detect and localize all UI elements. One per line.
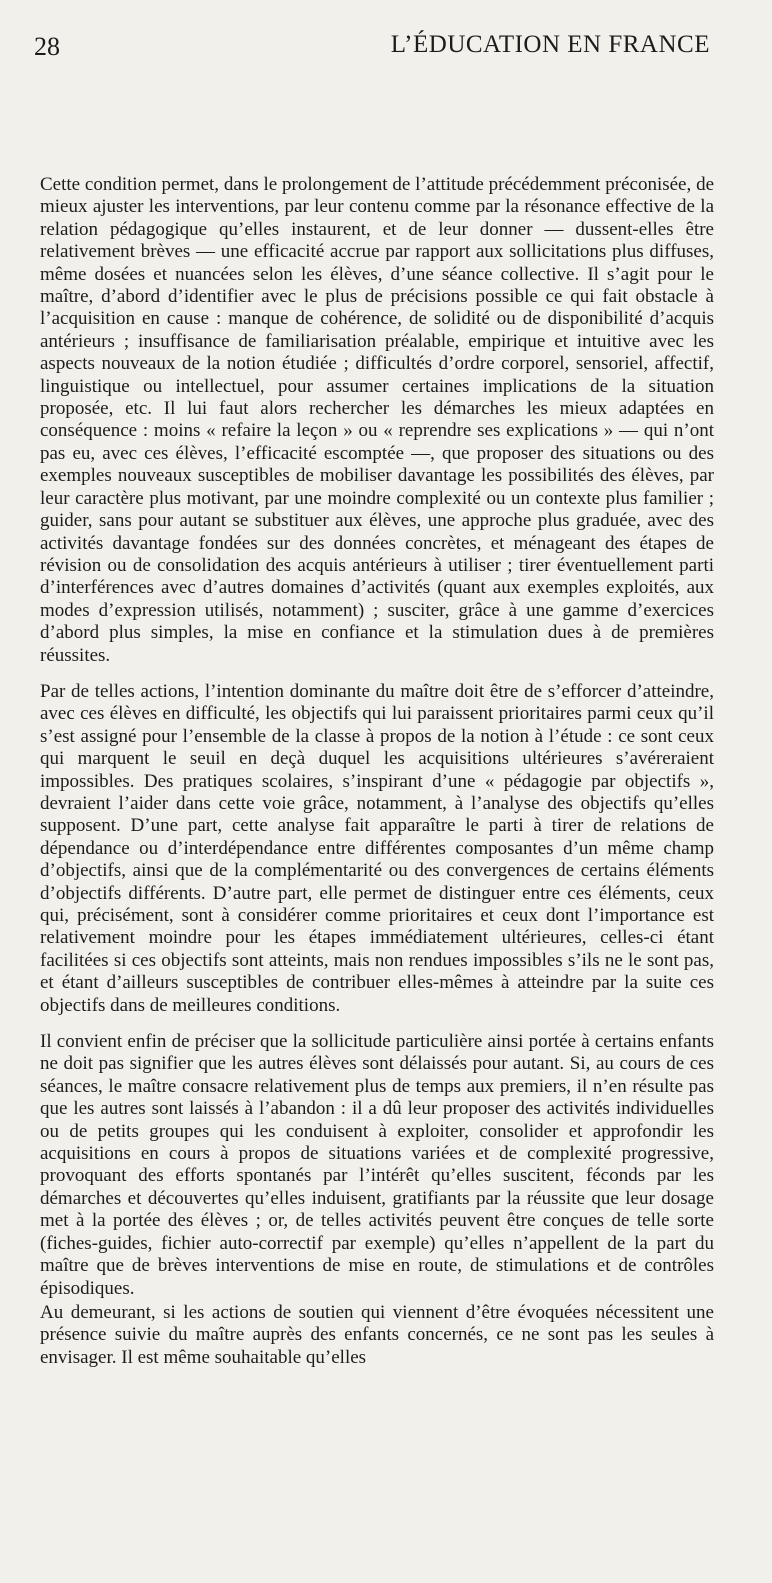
page-number: 28 <box>34 32 60 61</box>
body-text <box>40 174 714 1369</box>
running-title: L’ÉDUCATION EN FRANCE <box>390 31 710 58</box>
paragraph-4: Au demeurant, si les actions de soutien qui viennent d’être évoquées nécessitent une présence suivie du maître auprès des enfants concernés, ce ne sont pas les seules à envisager. Il est même souhaitable qu’elles <box>40 1301 714 1368</box>
paragraph-1: Cette condition permet, dans le prolongement de l’attitude précédemment préconisée, de mieux ajuster les interventions, par leur contenu comme par la résonance effective de la relation pédagogique qu’elles instaurent, et de leur donner — dussent-elles être relativement brèves — une efficacité accrue par rapport aux sollicitations plus diffuses, même dosées et nuancées selon les élèves, d’une séance collective. Il s’agit pour le maître, d’abord d’identifier avec le plus de précisions possible ce qui fait obstacle à l’acquisition en cause : manque de cohérence, de solidité ou de disponibilité d’acquis antérieurs ; insuffisance de familiarisation préalable, empirique et intuitive avec les aspects nouveaux de la notion étudiée ; difficultés d’ordre corporel, sensoriel, affectif, linguistique ou intellectuel, pour assumer certaines implications de la situation proposée, etc. Il lui faut alors rechercher les démarches les mieux adaptées en conséquence : moins « refaire la leçon » ou « reprendre ses explications » — qui n’ont pas eu, avec ces élèves, l’efficacité escomptée —, que proposer des situations ou des exemples nouveaux susceptibles de mobiliser davantage les possibilités des élèves, par leur caractère plus motivant, par une moindre complexité ou un contexte plus familier ; guider, sans pour autant se substituer aux élèves, une approche plus graduée, avec des activités davantage fondées sur des données concrètes, et ménageant des étapes de révision ou de consolidation des acquis antérieurs à utiliser ; tirer éventuellement parti d’interférences avec d’autres domaines d’activités (quant aux exemples exploités, aux modes d’expression utilisés, notamment) ; susciter, grâce à une gamme d’exercices d’abord plus simples, la mise en confiance et la stimulation dues à de premières réussites. <box>40 174 714 666</box>
paragraph-2: Par de telles actions, l’intention dominante du maître doit être de s’efforcer d’atteindre, avec ces élèves en difficulté, les objectifs qui lui paraissent prioritaires parmi ceux qu’il s’est assigné pour l’ensemble de la classe à propos de la notion à l’étude : ce sont ceux qui marquent le seuil en deçà duquel les acquisitions ultérieures s’avéreraient impossibles. Des pratiques scolaires, s’inspirant d’une « pédagogie par objectifs », devraient l’aider dans cette voie grâce, notamment, à l’analyse des objectifs qu’elles supposent. D’une part, cette analyse fait apparaître le parti à tirer de relations de dépendance ou d’interdépendance entre différentes composantes d’un même champ d’objectifs, ainsi que de la complémentarité ou des convergences de certains éléments d’objectifs différents. D’autre part, elle permet de distinguer entre ces éléments, ceux qui, précisément, sont à considérer comme prioritaires et ceux dont l’importance est relativement moindre pour les étapes immédiatement ultérieures, celles-ci étant facilitées si ces objectifs sont atteints, mais non rendues impossibles s’ils ne le sont pas, et étant d’ailleurs susceptibles de contribuer elles-mêmes à atteindre par la suite ces objectifs dans de meilleures conditions. <box>40 680 714 1016</box>
paragraph-3: Il convient enfin de préciser que la sollicitude particulière ainsi portée à certains enfants ne doit pas signifier que les autres élèves sont délaissés pour autant. Si, au cours de ces séances, le maître consacre relativement plus de temps aux premiers, il n’en résulte pas que les autres sont laissés à l’abandon : il a dû leur proposer des activités individuelles ou de petits groupes qui les conduisent à exploiter, consolider et approfondir les acquisitions en cours à propos de situations variées et de complexité progressive, provoquant des efforts spontanés par l’intérêt qu’elles suscitent, féconds par les démarches et découvertes qu’elles induisent, gratifiants par la réussite que leur dosage met à la portée des élèves ; or, de telles activités peuvent être conçues de telle sorte (fiches-guides, fichier auto-correctif par exemple) qu’elles n’appellent de la part du maître que de brèves interventions de mise en route, de stimulations et de contrôles épisodiques. <box>40 1031 714 1299</box>
